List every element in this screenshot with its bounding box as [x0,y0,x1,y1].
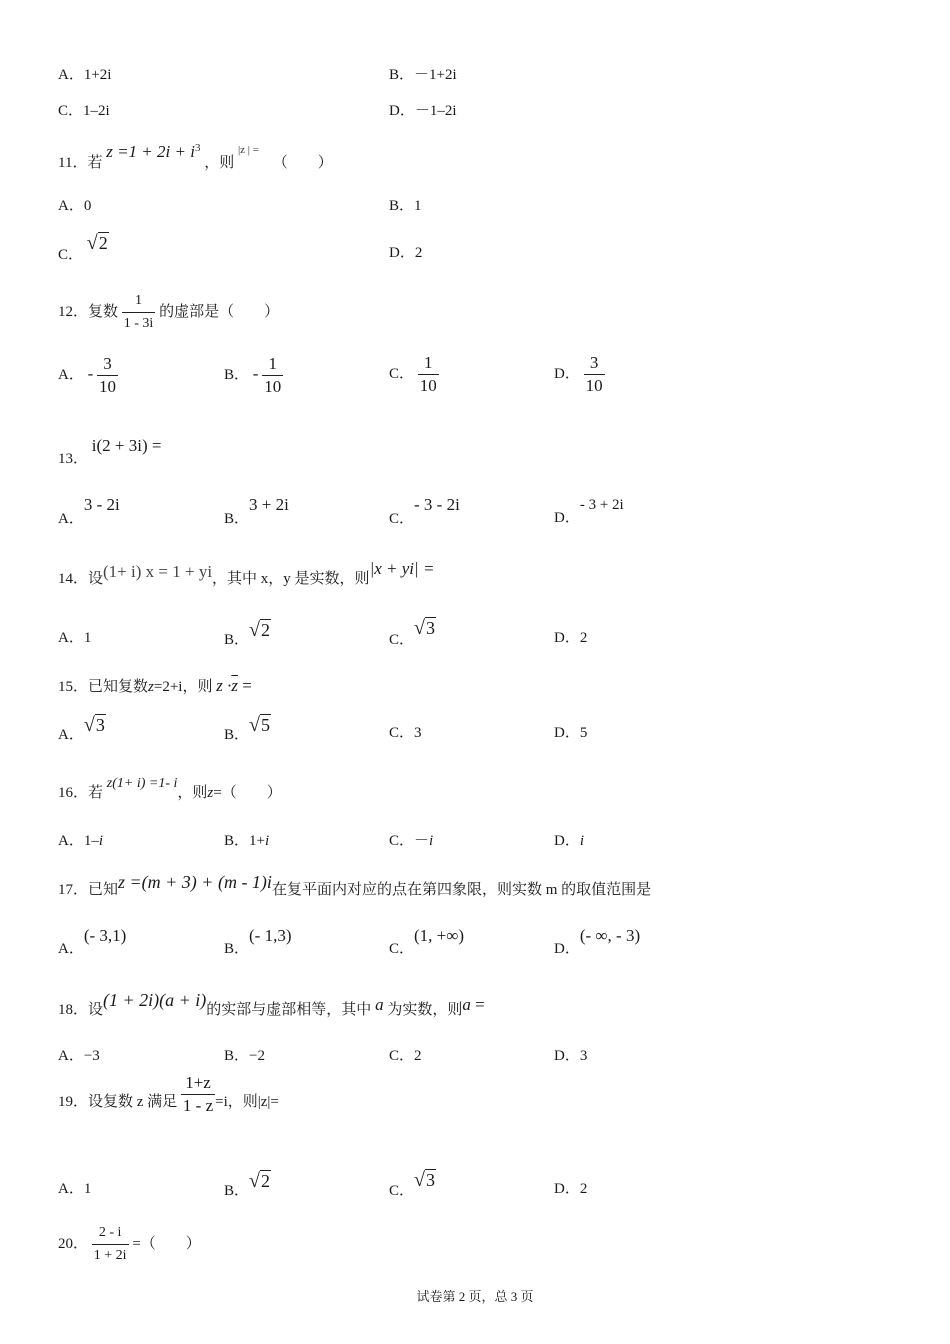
q11-number: 11．若 [58,155,103,171]
sqrt-icon: √3 [414,1169,435,1191]
q18-option-c: C．2 [389,1048,422,1064]
q16-option-d: D．i [554,833,585,849]
q17-option-a: A．(- 3,1) [58,926,127,957]
q13-number: 13． [58,451,89,467]
q15-option-a: A．√3 [58,714,105,743]
question-19: 19．设复数 z 满足 $\frac{1+z}{1 - z}$ =i，则|z|= [58,1073,279,1116]
question-12: 12．复数 $\frac{1}{1 - 3i}$ 的虚部是（ ） [58,290,279,335]
q11-option-c: C． √2 [58,232,108,263]
q13-option-a: A．3 - 2i [58,495,120,527]
q19-option-b: B．√2 [224,1170,270,1199]
q11-blank: （ ） [272,155,333,171]
question-20: 20． $\frac{2 - i}{1 + 2i}$ =（ ） [58,1222,201,1267]
q14-abs: |x + yi| = [369,559,435,578]
q19-option-d: D．2 [554,1181,588,1197]
q16-option-b: B．1+i [224,833,270,849]
q15-option-b: B．√5 [224,714,270,743]
q11-option-a: A．0 [58,198,92,214]
sqrt-icon: √5 [249,714,270,736]
page-footer: 试卷第 2 页，总 3 页 [416,1289,534,1304]
q10-option-d: D．－1–2i [389,103,457,119]
q16-option-c: C．－i [389,833,434,849]
q14-option-c: C．√3 [389,617,435,648]
q10-option-b: B．－1+2i [389,67,457,83]
q16-expression: z(1+ i) =1- i [106,776,178,791]
q15-expression: $z \cdot\overline{z}$ = [216,676,252,695]
q11-option-d: D．2 [389,245,423,261]
q15-option-c: C．3 [389,725,422,741]
q14-option-b: B．√2 [224,619,270,648]
question-11: 11．若 $z =1 + 2i + i^3$ ，则 $^{|z | =}$ （ ） [58,142,333,171]
q16-option-a: A．1–i [58,833,104,849]
q18-option-b: B．−2 [224,1048,265,1064]
question-16: 16．若 z(1+ i) =1- i，则z=（ ） [58,776,282,801]
question-17: 17．已知z =(m + 3) + (m - 1)i在复平面内对应的点在第四象限，则实数 m 的取值范围是 [58,872,652,898]
q20-fraction: $\frac{2 - i}{1 + 2i}$ [92,1222,129,1267]
sqrt-icon: √2 [249,619,270,641]
q12-option-a: A． - $\frac{3}{10}$ [58,354,117,397]
q10-option-c: C．1–2i [58,103,110,119]
q12-fraction: $\frac{1}{1 - 3i}$ [122,290,156,335]
q17-option-d: D．(- ∞, - 3) [554,926,641,957]
q13-expression: i(2 + 3i) = [91,436,162,455]
q18-number: 18．设 [58,1002,104,1018]
q15-option-d: D．5 [554,725,588,741]
q18-expression: (1 + 2i)(a + i) [103,990,207,1010]
sqrt-icon: √2 [249,1170,270,1192]
q12-option-d: D． $\frac{3}{10}$ [554,353,603,396]
q12-option-c: C． $\frac{1}{10}$ [389,353,437,396]
question-15: 15．已知复数z=2+i，则 $z \cdot\overline{z}$ = [58,676,252,695]
q20-number: 20． [58,1236,89,1252]
q14-option-a: A．1 [58,630,92,646]
q12-number: 12．复数 [58,304,119,320]
q18-option-d: D．3 [554,1048,588,1064]
q11-abs: |z | = [237,144,259,156]
q16-blank: =（ ） [213,785,282,801]
q11-expression: $z =1 + 2i + i^3$ [106,142,201,161]
q14-number: 14．设 [58,571,104,587]
q19-fraction: $\frac{1+z}{1 - z}$ [182,1073,214,1116]
q15-number: 15．已知复数 [58,679,149,695]
question-14: 14．设(1+ i) x = 1 + yi，其中 x，y 是实数，则|x + yi| = [58,559,435,587]
question-18: 18．设(1 + 2i)(a + i)的实部与虚部相等，其中 a 为实数，则a = [58,990,485,1018]
q17-number: 17．已知 [58,882,119,898]
q19-option-a: A．1 [58,1181,92,1197]
q17-option-b: B．(- 1,3) [224,926,292,957]
q17-option-c: C．(1, +∞) [389,926,465,957]
q11-option-b: B．1 [389,198,422,214]
q14-option-d: D．2 [554,630,588,646]
sqrt-icon: √3 [83,714,105,736]
question-13 [58,436,162,469]
q17-expression: z =(m + 3) + (m - 1)i [118,872,272,892]
sqrt-icon: √2 [86,232,108,254]
q10-option-a: A．1+2i [58,67,112,83]
q18-option-a: A．−3 [58,1048,100,1064]
sqrt-icon: √3 [414,617,435,639]
q13-option-b: B．3 + 2i [224,495,289,527]
q19-number: 19．设复数 z 满足 [58,1094,178,1110]
q13-option-d: D．- 3 + 2i [554,497,624,526]
q19-option-c: C．√3 [389,1169,435,1199]
q14-expression: (1+ i) x = 1 + yi [103,562,213,581]
q12-option-b: B． - $\frac{1}{10}$ [224,354,282,397]
q16-number: 16．若 [58,785,104,801]
q13-option-c: C．- 3 - 2i [389,495,460,527]
